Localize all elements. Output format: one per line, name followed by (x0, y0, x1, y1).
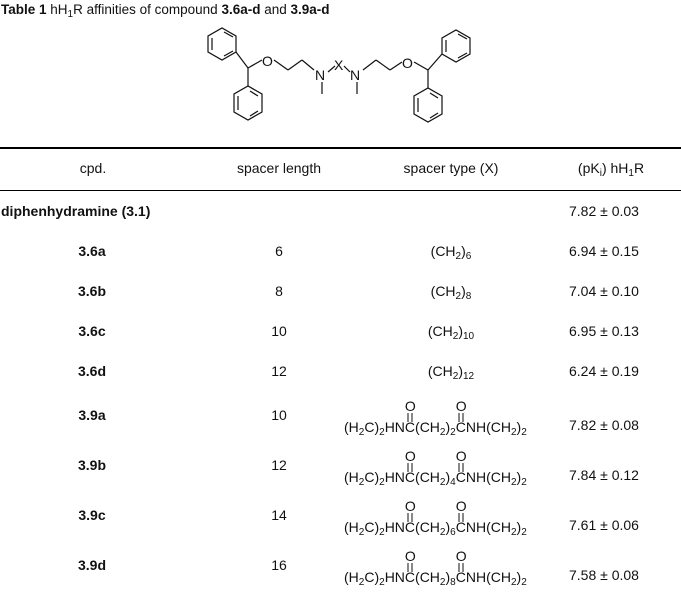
header-cpd: cpd. (79, 160, 107, 176)
row-type: $(H_2C)_2HNC(CH_2)_2CNH(CH_2)_2$ (344, 419, 527, 438)
row-cpd: 3.6c (78, 323, 106, 339)
caption-sub: 1 (67, 9, 74, 20)
row-type: $(H_2C)_2HNC(CH_2)_4CNH(CH_2)_2$ (344, 469, 527, 488)
double-bond (455, 463, 467, 473)
row-pk: 6.94 ± 0.15 (569, 243, 639, 259)
row-length: 16 (271, 557, 287, 573)
table-top-rule (0, 147, 681, 149)
carbonyl-oxygen: O (455, 498, 467, 514)
header-affinity-mid: ) hH (601, 160, 629, 176)
row-pk: 6.24 ± 0.19 (569, 363, 639, 379)
row-type: $(H_2C)_2HNC(CH_2)_8CNH(CH_2)_2$ (344, 569, 527, 588)
caption-text: hH (46, 2, 68, 17)
scheme-oxygen-right: O (402, 55, 413, 71)
caption-text2: R affinities of compound (73, 2, 222, 17)
double-bond (455, 563, 467, 573)
header-affinity-sub-1: 1 (628, 168, 634, 179)
double-bond (455, 513, 467, 523)
row-cpd: 3.9c (78, 507, 106, 523)
row-cpd: diphenhydramine (3.1) (1, 203, 151, 219)
chemical-structure (190, 20, 490, 145)
header-affinity-pre: (pK (577, 160, 600, 176)
scheme-spacer-x: X (334, 57, 344, 73)
row-length: 10 (271, 323, 287, 339)
header-spacer-length: spacer length (236, 160, 322, 176)
row-cpd: 3.9a (78, 407, 106, 423)
row-pk: 7.58 ± 0.08 (569, 567, 639, 583)
table-caption (1, 2, 330, 20)
row-length: 10 (271, 407, 287, 423)
carbonyl-oxygen: O (404, 398, 416, 414)
row-cpd: 3.9b (77, 457, 107, 473)
caption-prefix: Table 1 (1, 2, 47, 17)
row-pk: 7.82 ± 0.08 (569, 417, 639, 433)
row-pk: 6.95 ± 0.13 (569, 323, 639, 339)
double-bond (455, 413, 467, 423)
row-cpd: 3.6a (78, 243, 106, 259)
scheme-nitrogen-left: N (315, 67, 326, 83)
row-type: $(CH_2)_{10}$ (427, 323, 475, 342)
double-bond (404, 513, 416, 523)
caption-compound-a: 3.6a-d (221, 2, 261, 17)
carbonyl-oxygen: O (404, 548, 416, 564)
carbonyl-oxygen: O (455, 448, 467, 464)
row-length: 6 (275, 243, 283, 259)
header-affinity-sub-i: i (599, 168, 602, 179)
row-type: $(H_2C)_2HNC(CH_2)_6CNH(CH_2)_2$ (344, 519, 527, 538)
carbonyl-oxygen: O (455, 548, 467, 564)
row-pk: 7.04 ± 0.10 (569, 283, 639, 299)
double-bond (404, 463, 416, 473)
double-bond (404, 563, 416, 573)
row-type: $(CH_2)_8$ (430, 283, 472, 302)
row-cpd: 3.6d (77, 363, 107, 379)
carbonyl-oxygen: O (455, 398, 467, 414)
caption-compound-b: 3.9a-d (290, 2, 330, 17)
scheme-oxygen-left: O (262, 53, 273, 69)
row-pk: 7.82 ± 0.03 (569, 203, 639, 219)
row-length: 14 (271, 507, 287, 523)
row-length: 12 (271, 457, 287, 473)
row-pk: 7.61 ± 0.06 (569, 517, 639, 533)
scheme-nitrogen-right: N (350, 67, 361, 83)
row-cpd: 3.9d (77, 557, 107, 573)
row-pk: 7.84 ± 0.12 (569, 467, 639, 483)
header-affinity (577, 160, 645, 179)
row-type: $(CH_2)_{12}$ (427, 363, 475, 382)
carbonyl-oxygen: O (404, 498, 416, 514)
double-bond (404, 413, 416, 423)
row-length: 12 (271, 363, 287, 379)
header-spacer-type: spacer type (X) (403, 160, 499, 176)
table-header-rule (0, 190, 681, 191)
row-cpd: 3.6b (77, 283, 107, 299)
row-length: 8 (275, 283, 283, 299)
header-affinity-post: R (633, 160, 645, 176)
caption-and: and (260, 2, 291, 17)
carbonyl-oxygen: O (404, 448, 416, 464)
row-type: $(CH_2)_6$ (430, 243, 472, 262)
